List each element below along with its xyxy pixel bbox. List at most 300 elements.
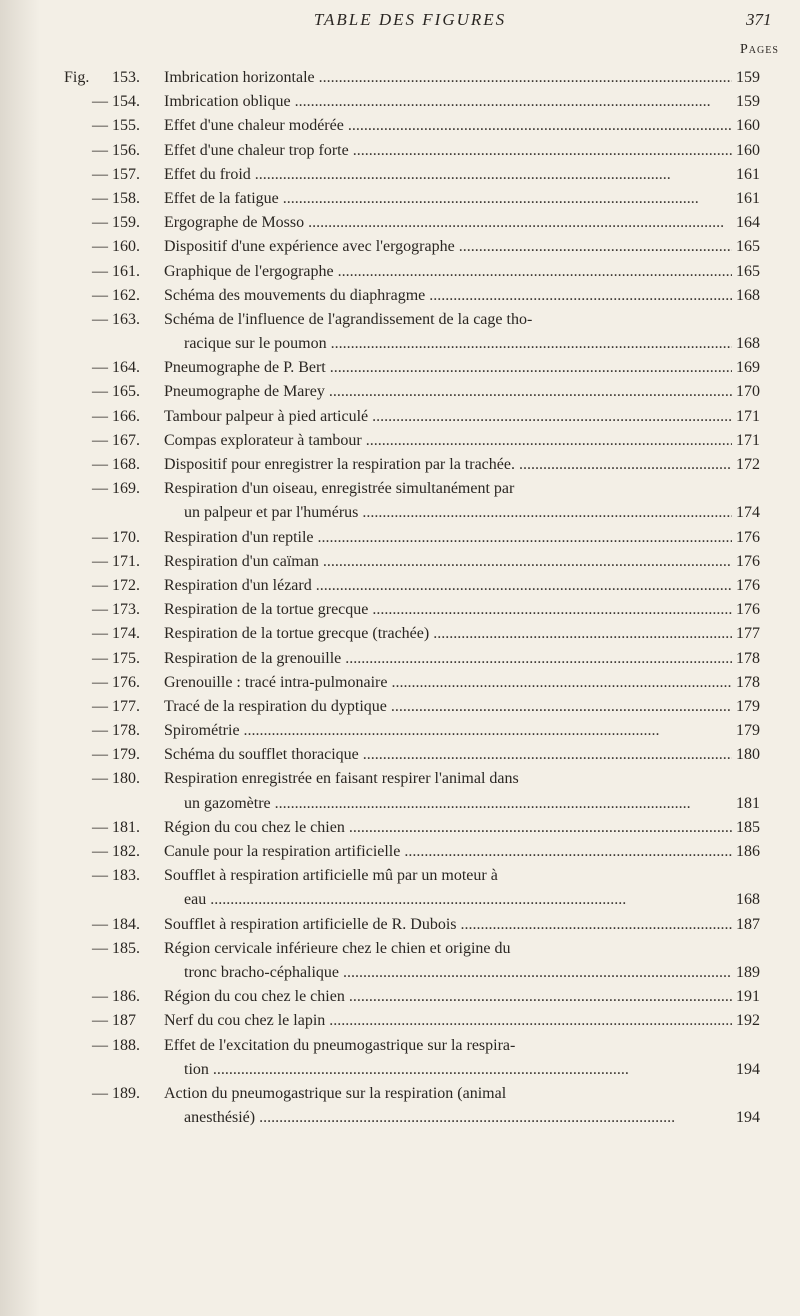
- page-ref: 176: [736, 552, 760, 570]
- page-ref: 168: [736, 286, 760, 304]
- leader-line: [184, 961, 770, 985]
- figure-title: un palpeur et par l'humérus: [184, 504, 359, 522]
- ditto-dash: —: [92, 141, 108, 159]
- dot-leader: [259, 1106, 732, 1130]
- figure-number: 174.: [112, 625, 140, 643]
- ditto-dash: —: [92, 189, 108, 207]
- figure-number: 153.: [112, 69, 140, 86]
- page-ref: 171: [736, 431, 760, 449]
- page-ref: 176: [736, 576, 760, 594]
- leader-line: [164, 453, 770, 477]
- entry-line: [64, 187, 770, 211]
- dot-leader: [213, 1058, 732, 1082]
- figure-entry: [64, 429, 770, 453]
- entry-line: [64, 211, 770, 235]
- page-ref: 179: [736, 697, 760, 715]
- figure-entry: [64, 284, 770, 308]
- figure-entry: [64, 235, 770, 259]
- leader-line: [164, 163, 770, 187]
- figure-title: Soufflet à respiration artificielle de R. Dubois: [164, 915, 457, 933]
- figure-number: 162.: [112, 286, 140, 304]
- leader-line: [164, 356, 770, 380]
- figure-entry: [64, 695, 770, 719]
- ditto-dash: —: [92, 480, 108, 498]
- entry-line: [64, 284, 770, 308]
- page-ref: 160: [736, 141, 760, 159]
- ditto-dash: —: [92, 843, 108, 860]
- figure-entry: [64, 405, 770, 429]
- page-ref: 168: [736, 335, 760, 353]
- figure-number: 171.: [112, 552, 140, 570]
- page-ref: 180: [736, 746, 760, 764]
- leader-line: [164, 598, 770, 622]
- entry-line: [64, 66, 770, 90]
- figure-number: 167.: [112, 431, 140, 449]
- figure-entry: [64, 622, 770, 646]
- figure-entry: [64, 187, 770, 211]
- page-ref: 191: [736, 988, 760, 1006]
- figure-entry: [64, 913, 770, 937]
- figure-entry: [64, 380, 770, 404]
- dot-leader: [323, 550, 732, 574]
- figure-entry: [64, 767, 770, 815]
- leader-line: [164, 574, 770, 598]
- entry-line: [64, 937, 770, 961]
- entry-line: [64, 405, 770, 429]
- leader-line: [164, 380, 770, 404]
- leader-line: [184, 888, 770, 912]
- figure-number: 189.: [112, 1084, 140, 1102]
- ditto-dash: —: [92, 552, 108, 570]
- figure-title: Région cervicale inférieure chez le chien et origine du: [164, 939, 511, 957]
- entry-line: [64, 260, 770, 284]
- page-ref: 189: [736, 963, 760, 981]
- figure-number: 157.: [112, 165, 140, 183]
- figure-title: Respiration enregistrée en faisant respirer l'animal dans: [164, 770, 519, 788]
- entry-line: [64, 501, 770, 525]
- figure-number: 183.: [112, 867, 140, 885]
- figure-number: 163.: [112, 310, 140, 328]
- figure-title: Effet de la fatigue: [164, 189, 279, 207]
- figure-title: Région du cou chez le chien: [164, 988, 345, 1006]
- ditto-dash: —: [92, 867, 108, 885]
- page-ref: 174: [736, 504, 760, 522]
- leader-line: [164, 139, 770, 163]
- figure-title: Imbrication oblique: [164, 93, 291, 111]
- dot-leader: [283, 187, 732, 211]
- page-ref: 169: [736, 359, 760, 377]
- dot-leader: [429, 284, 732, 308]
- leader-line: [164, 526, 770, 550]
- entry-line: [64, 767, 770, 791]
- leader-line: [164, 550, 770, 574]
- entry-line: [64, 114, 770, 138]
- leader-line: [184, 1058, 770, 1082]
- dot-leader: [433, 622, 732, 646]
- figure-number: 178.: [112, 722, 140, 740]
- figure-number: 179.: [112, 746, 140, 764]
- entry-line: [64, 647, 770, 671]
- dot-leader: [318, 526, 732, 550]
- dot-leader: [404, 840, 732, 864]
- dot-leader: [295, 90, 732, 114]
- ditto-dash: —: [92, 939, 108, 957]
- page-ref: 187: [736, 915, 760, 933]
- figure-title: Tracé de la respiration du dyptique: [164, 697, 387, 715]
- figure-title: Respiration d'un lézard: [164, 576, 312, 594]
- dot-leader: [319, 66, 732, 90]
- ditto-dash: —: [92, 456, 108, 473]
- figure-number: 156.: [112, 141, 140, 159]
- ditto-dash: —: [92, 528, 108, 546]
- running-title: TABLE DES FIGURES: [313, 10, 507, 29]
- figure-number: 175.: [112, 649, 140, 667]
- entry-line: [64, 574, 770, 598]
- figure-title: Effet d'une chaleur modérée: [164, 117, 344, 135]
- entry-line: [64, 526, 770, 550]
- ditto-dash: —: [92, 1036, 108, 1054]
- page-ref: 164: [736, 214, 760, 232]
- figure-number: 180.: [112, 770, 140, 788]
- dot-leader: [348, 114, 732, 138]
- ditto-dash: —: [92, 576, 108, 594]
- ditto-dash: —: [92, 722, 108, 740]
- page-ref: 177: [736, 625, 760, 643]
- figure-title: Ergographe de Mosso: [164, 214, 305, 232]
- leader-line: [164, 284, 770, 308]
- page-ref: 185: [736, 818, 760, 836]
- dot-leader: [461, 913, 732, 937]
- figure-title: Soufflet à respiration artificielle mû par un moteur à: [164, 867, 498, 885]
- entry-line: [64, 743, 770, 767]
- figure-title: Effet d'une chaleur trop forte: [164, 141, 349, 159]
- figure-title: Respiration de la tortue grecque (trachée): [164, 625, 430, 643]
- entry-line: [64, 332, 770, 356]
- figure-title: Schéma des mouvements du diaphragme: [164, 286, 426, 304]
- ditto-dash: —: [92, 214, 108, 232]
- figure-title: tion: [184, 1060, 209, 1078]
- figure-number: 159.: [112, 214, 140, 232]
- figure-title: Effet de l'excitation du pneumogastrique sur la respira-: [164, 1036, 516, 1054]
- figure-entry: [64, 1082, 770, 1130]
- leader-line: [164, 622, 770, 646]
- entry-line: [64, 719, 770, 743]
- figure-title: anesthésié): [184, 1109, 256, 1127]
- ditto-dash: —: [92, 625, 108, 643]
- figure-number: 166.: [112, 407, 140, 425]
- figure-entry: [64, 1034, 770, 1082]
- leader-line: [184, 792, 770, 816]
- entry-line: [64, 453, 770, 477]
- figure-number: 170.: [112, 528, 140, 546]
- figure-title: Canule pour la respiration artificielle: [164, 843, 401, 860]
- figure-number: 182.: [112, 843, 140, 860]
- ditto-dash: —: [92, 238, 108, 256]
- entry-line: [64, 1058, 770, 1082]
- figure-title: Nerf du cou chez le lapin: [164, 1012, 326, 1030]
- ditto-dash: —: [92, 431, 108, 449]
- figure-entry: [64, 647, 770, 671]
- dot-leader: [362, 501, 732, 525]
- page-ref: 194: [736, 1109, 760, 1127]
- figure-entry: [64, 526, 770, 550]
- dot-leader: [345, 647, 732, 671]
- dot-leader: [372, 405, 732, 429]
- page-ref: 165: [736, 238, 760, 256]
- entry-line: [64, 1034, 770, 1058]
- entry-line: [64, 1009, 770, 1033]
- page-ref: 194: [736, 1060, 760, 1078]
- figure-title: Effet du froid: [164, 165, 251, 183]
- leader-line: [184, 501, 770, 525]
- figure-number: 185.: [112, 939, 140, 957]
- figure-title: Schéma du soufflet thoracique: [164, 746, 359, 764]
- figure-title: Dispositif pour enregistrer la respiration par la trachée.: [164, 456, 515, 473]
- leader-line: [164, 671, 770, 695]
- figure-title: Schéma de l'influence de l'agrandissement de la cage tho-: [164, 310, 533, 328]
- ditto-dash: —: [92, 310, 108, 328]
- figure-entry: [64, 453, 770, 477]
- dot-leader: [331, 332, 732, 356]
- table-of-figures: [64, 66, 770, 1130]
- figure-title: Spirométrie: [164, 722, 240, 740]
- page-ref: 178: [736, 673, 760, 691]
- page-number: 371: [746, 10, 772, 29]
- figure-entry: [64, 671, 770, 695]
- ditto-dash: —: [92, 697, 108, 715]
- leader-line: [164, 114, 770, 138]
- figure-entry: [64, 114, 770, 138]
- figure-number: 186.: [112, 988, 140, 1006]
- ditto-dash: —: [92, 1012, 108, 1030]
- leader-line: [184, 332, 770, 356]
- dot-leader: [391, 695, 732, 719]
- figure-number: 177.: [112, 697, 140, 715]
- dot-leader: [366, 429, 732, 453]
- page-ref: 159: [736, 93, 760, 111]
- ditto-dash: —: [92, 746, 108, 764]
- entry-line: [64, 139, 770, 163]
- dot-leader: [244, 719, 732, 743]
- figure-number: 187: [112, 1012, 136, 1030]
- page-ref: 161: [736, 165, 760, 183]
- dot-leader: [255, 163, 732, 187]
- entry-line: [64, 477, 770, 501]
- entry-line: [64, 792, 770, 816]
- dot-leader: [210, 888, 732, 912]
- figure-number: 154.: [112, 93, 140, 111]
- figure-entry: [64, 985, 770, 1009]
- leader-line: [164, 211, 770, 235]
- figure-number: 176.: [112, 673, 140, 691]
- entry-line: [64, 1106, 770, 1130]
- figure-entry: [64, 308, 770, 356]
- figure-title: racique sur le poumon: [184, 335, 327, 353]
- page-ref: 176: [736, 601, 760, 619]
- figure-title: tronc bracho-céphalique: [184, 963, 340, 981]
- dot-leader: [391, 671, 732, 695]
- entry-line: [64, 380, 770, 404]
- dot-leader: [343, 961, 732, 985]
- ditto-dash: —: [92, 915, 108, 933]
- entry-line: [64, 985, 770, 1009]
- leader-line: [164, 743, 770, 767]
- figure-title: Tambour palpeur à pied articulé: [164, 407, 369, 425]
- figure-number: 188.: [112, 1036, 140, 1054]
- page-edge-shadow: [0, 0, 40, 1316]
- figure-number: 161.: [112, 262, 140, 280]
- entry-line: [64, 961, 770, 985]
- figure-entry: [64, 574, 770, 598]
- entry-line: [64, 429, 770, 453]
- ditto-dash: —: [92, 673, 108, 691]
- dot-leader: [353, 139, 732, 163]
- ditto-dash: —: [92, 407, 108, 425]
- figure-title: Respiration d'un caïman: [164, 552, 319, 570]
- dot-leader: [316, 574, 732, 598]
- leader-line: [164, 66, 770, 90]
- ditto-dash: —: [92, 262, 108, 280]
- figure-number: 184.: [112, 915, 140, 933]
- dot-leader: [329, 380, 732, 404]
- dot-leader: [519, 453, 732, 477]
- entry-line: [64, 913, 770, 937]
- figure-entry: [64, 550, 770, 574]
- page-ref: 179: [736, 722, 760, 740]
- figure-title: Grenouille : tracé intra-pulmonaire: [164, 673, 388, 691]
- ditto-dash: —: [92, 383, 108, 401]
- figure-entry: [64, 211, 770, 235]
- figure-number: 155.: [112, 117, 140, 135]
- figure-title: Pneumographe de P. Bert: [164, 359, 326, 377]
- ditto-dash: —: [92, 649, 108, 667]
- figure-title: eau: [184, 891, 207, 909]
- leader-line: [164, 187, 770, 211]
- entry-line: [64, 695, 770, 719]
- figure-entry: [64, 139, 770, 163]
- ditto-dash: —: [92, 165, 108, 183]
- pages-column-header: Pages: [740, 42, 779, 57]
- leader-line: [164, 985, 770, 1009]
- leader-line: [164, 647, 770, 671]
- dot-leader: [363, 743, 732, 767]
- entry-line: [64, 308, 770, 332]
- page-ref: 160: [736, 117, 760, 135]
- dot-leader: [349, 816, 732, 840]
- page-ref: 176: [736, 528, 760, 546]
- figure-title: Action du pneumogastrique sur la respiration (animal: [164, 1084, 507, 1102]
- figure-title: Compas explorateur à tambour: [164, 431, 362, 449]
- figure-title: Pneumographe de Marey: [164, 383, 325, 401]
- leader-line: [164, 429, 770, 453]
- entry-line: [64, 671, 770, 695]
- ditto-dash: —: [92, 359, 108, 377]
- entry-line: [64, 816, 770, 840]
- page-ref: 165: [736, 262, 760, 280]
- figure-entry: [64, 816, 770, 840]
- entry-line: [64, 622, 770, 646]
- figure-title: Imbrication horizontale: [164, 69, 315, 86]
- figure-entry: [64, 90, 770, 114]
- leader-line: [164, 260, 770, 284]
- dot-leader: [459, 235, 732, 259]
- leader-line: [164, 405, 770, 429]
- entry-line: [64, 1082, 770, 1106]
- page-ref: 170: [736, 383, 760, 401]
- leader-line: [164, 235, 770, 259]
- entry-line: [64, 356, 770, 380]
- figure-number: 168.: [112, 456, 140, 473]
- entry-line: [64, 598, 770, 622]
- figure-entry: [64, 356, 770, 380]
- page-ref: 181: [736, 794, 760, 812]
- figure-entry: [64, 260, 770, 284]
- dot-leader: [329, 1009, 732, 1033]
- figure-number: 172.: [112, 576, 140, 594]
- page-ref: 186: [736, 843, 760, 860]
- figure-number: 158.: [112, 189, 140, 207]
- figure-entry: [64, 66, 770, 90]
- leader-line: [164, 1009, 770, 1033]
- page-ref: 159: [736, 69, 760, 86]
- leader-line: [164, 719, 770, 743]
- ditto-dash: —: [92, 286, 108, 304]
- figure-entry: [64, 598, 770, 622]
- leader-line: [164, 695, 770, 719]
- figure-entry: [64, 163, 770, 187]
- entry-line: [64, 840, 770, 864]
- fig-label: Fig.: [64, 69, 90, 86]
- ditto-dash: —: [92, 601, 108, 619]
- leader-line: [164, 913, 770, 937]
- entry-line: [64, 163, 770, 187]
- dot-leader: [308, 211, 732, 235]
- page-ref: 161: [736, 189, 760, 207]
- entry-line: [64, 550, 770, 574]
- figure-entry: [64, 477, 770, 525]
- running-head: [0, 8, 800, 36]
- page-ref: 192: [736, 1012, 760, 1030]
- figure-title: Région du cou chez le chien: [164, 818, 345, 836]
- page-ref: 168: [736, 891, 760, 909]
- figure-number: 173.: [112, 601, 140, 619]
- entry-line: [64, 90, 770, 114]
- figure-entry: [64, 840, 770, 864]
- entry-line: [64, 235, 770, 259]
- figure-entry: [64, 719, 770, 743]
- figure-title: Respiration de la tortue grecque: [164, 601, 369, 619]
- ditto-dash: —: [92, 770, 108, 788]
- page-ref: 172: [736, 456, 760, 473]
- figure-title: Dispositif d'une expérience avec l'ergographe: [164, 238, 455, 256]
- entry-line: [64, 864, 770, 888]
- ditto-dash: —: [92, 93, 108, 111]
- figure-title: un gazomètre: [184, 794, 271, 812]
- figure-entry: [64, 743, 770, 767]
- dot-leader: [338, 260, 732, 284]
- dot-leader: [349, 985, 732, 1009]
- ditto-dash: —: [92, 818, 108, 836]
- figure-number: 160.: [112, 238, 140, 256]
- leader-line: [164, 840, 770, 864]
- page-ref: 178: [736, 649, 760, 667]
- figure-entry: [64, 864, 770, 912]
- leader-line: [164, 90, 770, 114]
- ditto-dash: —: [92, 988, 108, 1006]
- figure-entry: [64, 937, 770, 985]
- figure-number: 169.: [112, 480, 140, 498]
- page-ref: 171: [736, 407, 760, 425]
